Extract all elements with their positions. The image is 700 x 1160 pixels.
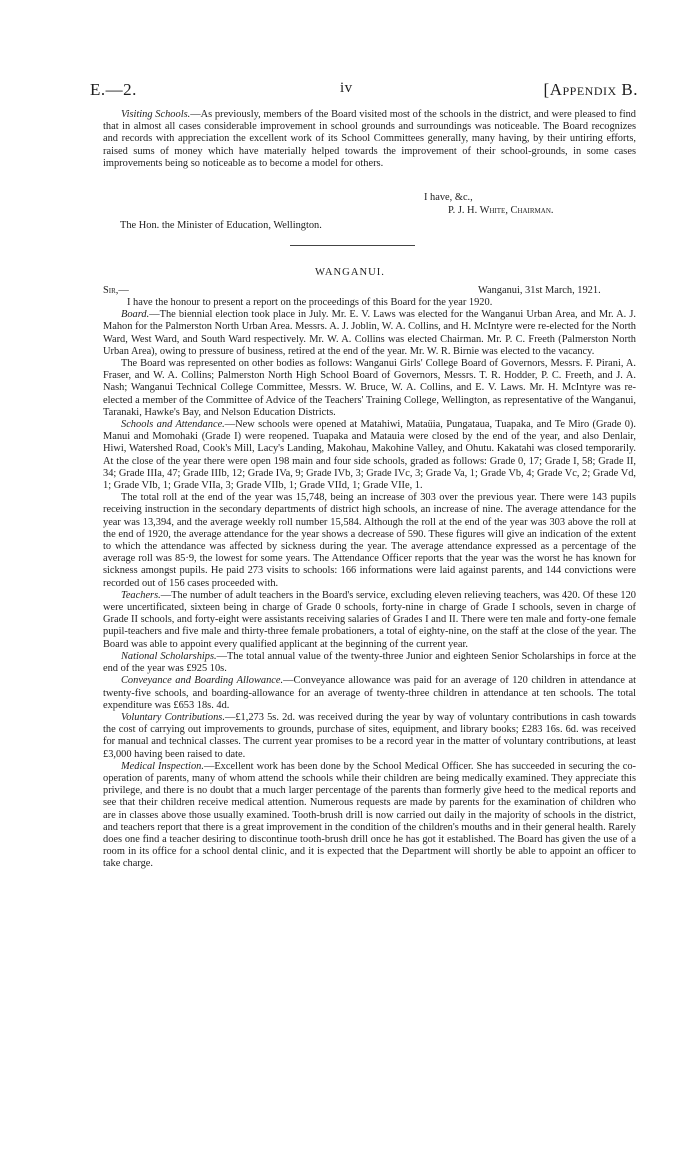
- conveyance-paragraph: Conveyance and Boarding Allowance.—Conveyance allowance was paid for an average of 120 children in attendance at twenty-five schools, and boarding-allowance for an average of twenty-three children in attendance at ten schools. The total expenditure was £653 18s. 4d.: [103, 675, 636, 711]
- board-heading: Board.: [121, 309, 150, 321]
- report-date: Wanganui, 31st March, 1921.: [478, 285, 601, 296]
- roll-paragraph: The total roll at the end of the year was 15,748, being an increase of 303 over the previous year. There were 143 pupils receiving instruction in the secondary departments of district high schools, an increase of nine. The average attendance for the year was 13,394, and the average weekly roll number 15,584. Although the roll at the end of the year was 303 above the roll at the end of 1920, the average attendance for the year shows a decrease of 590. These figures will give an indication of the extent to which the attendance was affected by sickness during the year. The average attendance expressed as a percentage of the average roll was 85·9, the lowest for some years. The Attendance Officer reports that the year was the worst he has known for sickness amongst pupils. He paid 273 visits to schools: 166 informations were laid against parents, and 144 convictions were recorded out of 156 cases proceeded with.: [103, 492, 636, 589]
- representation-paragraph: The Board was represented on other bodies as follows: Wanganui Girls' College Board of Governors, Messrs. F. Pirani, A. Fraser, and W. A. Collins; Palmerston North High School Board of Governors, Messrs. T. R. Hodder, P. C. Freeth, and J. A. Nash; Wanganui Technical College Committee, Messrs. W. Bruce, W. A. Collins, and E. V. Laws. Mr. H. McIntyre was re-elected a member of the Committee of Advice of the Teachers' Training College, Wellington, as representative of the Wanganui, Taranaki, Hawke's Bay, and Nelson Education Districts.: [103, 358, 636, 418]
- visiting-schools-paragraph: [103, 109, 636, 170]
- visiting-schools-paragraph-block: [103, 109, 636, 170]
- schools-attendance-paragraph: Schools and Attendance.—New schools were opened at Matahiwi, Mataüia, Pungataua, Tuapaka, and Te Miro (Grade 0). Manui and Momohaki (Grade I) were reopened. Tuapaka and Matauia were closed by the end of the year, and also Denlair, Hiwi, Watershed Road, Cook's Mill, Lacy's Landing, Makohau, Makohine Valley, and Ohutu. Kakatahi was closed temporarily. At the close of the year there were open 198 main and four side schools, graded as follows: Grade 0, 17; Grade I, 58; Grade II, 34; Grade IIIa, 47; Grade IIIb, 12; Grade IVa, 9; Grade IVb, 3; Grade IVc, 3; Grade Va, 1; Grade Vb, 4; Grade Vc, 2; Grade Vd, 1; Grade VIb, 1; Grade VIIa, 3; Grade VIIb, 1; Grade VIId, 1; Grade VIIe, 1.: [103, 419, 636, 492]
- report-title: WANGANUI.: [315, 267, 385, 278]
- page-number: iv: [340, 80, 353, 96]
- visiting-schools-text: —As previously, members of the Board visited most of the schools in the district, and were pleased to find that in almost all cases considerable improvement in school grounds and surroundings was noticeable. The Board recognizes and records with appreciation the excellent work of its School Committees generally, many having, by their untiring efforts, raised sums of money which have materially helped towards the improvement of their school-grounds, in some cases improvements being so noticeable as to become a model for others.: [103, 109, 637, 169]
- teachers-heading: Teachers.: [121, 589, 161, 601]
- closing-line: I have, &c.,: [424, 192, 473, 203]
- section-divider: [290, 245, 415, 246]
- appendix-label: [Appendix B.: [543, 80, 638, 99]
- scholarships-heading: National Scholarships.: [121, 650, 217, 662]
- contributions-heading: Voluntary Contributions.: [121, 711, 225, 723]
- scholarships-paragraph: National Scholarships.—The total annual value of the twenty-three Junior and eighteen Senior Scholarships in force at the end of the year was £925 10s.: [103, 650, 636, 675]
- schools-attendance-heading: Schools and Attendance.: [121, 419, 225, 431]
- board-paragraph: Board.—The biennial election took place in July. Mr. E. V. Laws was elected for the Wanganui Urban Area, and Mr. A. J. Mahon for the Palmerston North Urban Area. Messrs. A. J. Joblin, W. A. Collins, and H. McIntyre were re-elected for the North Ward, West Ward, and South Ward respectively. Mr. W. A. Collins was elected Chairman. Mr. P. C. Freeth (Palmerston North Urban Area), owing to pressure of business, retired at the end of the year. Mr. W. R. Birnie was elected to the vacancy.: [103, 309, 636, 357]
- report-intro: I have the honour to present a report on the proceedings of this Board for the year 1920.: [127, 297, 493, 308]
- report-body: [103, 297, 636, 871]
- visiting-schools-heading: Visiting Schools.: [121, 109, 191, 120]
- salutation: Sir,—: [103, 285, 129, 296]
- contributions-paragraph: Voluntary Contributions.—£1,273 5s. 2d. was received during the year by way of voluntary contributions in cash towards the cost of carrying out improvements to grounds, purchase of sites, equipment, and library books; £283 16s. 6d. was received for manual and technical classes. The current year promises to be a record year in the matter of voluntary contributions, at least £3,000 having been raised to date.: [103, 711, 636, 760]
- page-section-code: E.—2.: [90, 80, 137, 99]
- medical-paragraph: Medical Inspection.—Excellent work has been done by the School Medical Officer. She has succeeded in securing the co-operation of parents, many of whom attend the schools while their children are being medically examined. They appreciate this privilege, and there is no doubt that a much larger percentage of the parents than formerly give heed to the medical reports and see that their children receive medical attention. Numerous requests are made by parents for the examination of children who are in classes above those usually examined. Tooth-brush drill is now carried out daily in the majority of schools in the district, and teachers report that there is a great improvement in the condition of the children's mouths and in their general health. Rarely does one find a teacher desiring to discontinue tooth-brush drill once he has got it established. The Board has given the use of a room in its office for a school dental clinic, and it is expected that the Department will shortly be able to appoint an officer to take charge.: [103, 760, 636, 870]
- minister-address: The Hon. the Minister of Education, Wellington.: [120, 220, 322, 231]
- conveyance-heading: Conveyance and Boarding Allowance.: [121, 675, 284, 687]
- teachers-paragraph: Teachers.—The number of adult teachers in the Board's service, excluding eleven relieving teachers, was 420. Of these 120 were uncertificated, sixteen being in charge of Grade 0 schools, forty-nine in charge of Grade I schools, seven in charge of Grade II schools, and forty-eight were assistants receiving salaries of Grades I and II. There were ten male and forty-one female pupil-teachers and five male and thirty-three female probationers, a total of eighty-nine, on the staff at the close of the year. The Board was able to appoint every qualified applicant at the beginning of the current year.: [103, 589, 636, 650]
- medical-heading: Medical Inspection.: [121, 760, 204, 772]
- signature: P. J. H. White, Chairman.: [448, 205, 554, 216]
